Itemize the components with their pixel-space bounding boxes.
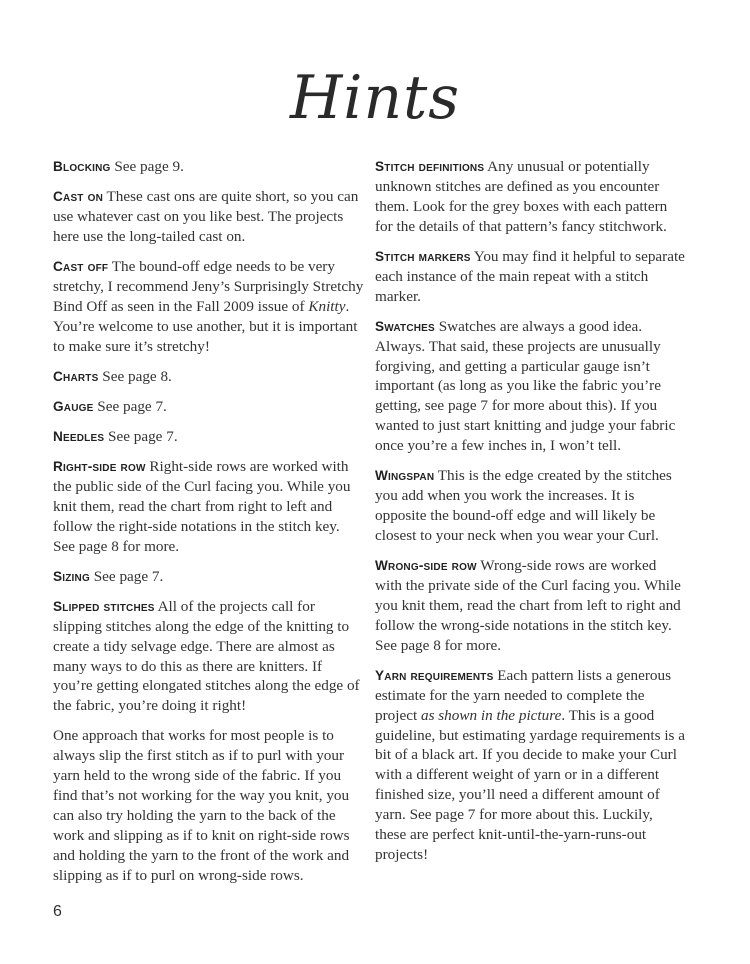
hint-term: Swatches — [375, 318, 435, 334]
hint-cast-on — [53, 187, 365, 247]
hint-text: These cast ons are quite short, so you can use whatever cast on you like best. The projects here use the long-tailed cast on. — [53, 188, 359, 245]
hint-text: This is the edge created by the stitches you add when you work the increases. It is opposite the bound-off edge and will likely be closest to your neck when you wear your Curl. — [375, 467, 672, 544]
hint-stitch-markers — [375, 247, 687, 307]
hint-stitch-definitions — [375, 157, 687, 237]
page-number: 6 — [53, 903, 62, 920]
hint-charts — [53, 367, 365, 387]
hint-right-side-row — [53, 457, 365, 557]
hint-text: See page 9. — [110, 158, 184, 175]
hint-term: Cast off — [53, 259, 109, 274]
hint-approach-paragraph: One approach that works for most people is to always slip the first stitch as if to purl with your yarn held to the wrong side of the fabric. If you find that’s not working for the way you knit, you can also try holding the yarn to the back of the work and slipping as if to knit on right-side rows and holding the yarn to the front of the work and slipping as if to purl on wrong-side rows. — [53, 727, 350, 884]
hint-term: Slipped stitches — [53, 598, 155, 614]
hint-wrong-side-row — [375, 556, 687, 656]
left-column — [53, 157, 365, 896]
hint-gauge — [53, 397, 365, 417]
hint-text: Swatches are always a good idea. Always. That said, these projects are unusually forgiving, and getting a particular gauge isn’t important (as long as you like the fabric you’re getting, see page 7 for more about this). If you wanted to just start knitting and judge your fabric once you’re a few inches in, I won’t tell. — [375, 317, 676, 455]
hint-term: Cast on — [53, 189, 103, 205]
hint-needles — [53, 427, 365, 447]
hint-term: Right-side row — [53, 459, 146, 474]
hint-text: The bound-off edge needs to be very stretchy, I recommend Jeny’s Surprisingly Stretchy Bind Off as seen in the Fall 2009 issue of — [53, 258, 364, 315]
hint-cast-off — [53, 257, 365, 357]
magazine-title: Knitty — [308, 297, 346, 315]
hint-text: All of the projects call for slipping stitches along the edge of the knitting to create a tidy selvage edge. There are almost as many ways to do this as there are knitters. If you’re getting elongated stitches along the edge of the fabric, you’re doing it right! — [53, 597, 360, 715]
hint-wingspan — [375, 466, 687, 546]
hint-term: Needles — [53, 428, 105, 444]
hint-text: See page 8. — [98, 367, 172, 385]
hint-text: See page 7. — [93, 397, 167, 415]
hint-term: Stitch markers — [375, 248, 471, 264]
hint-text: See page 7. — [104, 427, 178, 445]
hint-text: . This is a good guideline, but estimating yardage requirements is a bit of a black art. If you decide to make your Curl with a different weight of yarn or in a different finished size, you’ll need a different amount of yarn. See page 7 for more about this. Luckily, these are perfect knit-until-the-yarn-runs-out projects! — [375, 706, 685, 863]
hint-term: Wingspan — [375, 468, 435, 484]
hint-slipped-stitches — [53, 597, 365, 716]
hint-text: Wrong-side rows are worked with the private side of the Curl facing you. While you knit them, read the chart from left to right and follow the wrong-side notations in the stitch key. See page 8 for more. — [375, 557, 681, 654]
hint-term: Sizing — [53, 568, 90, 584]
hint-text: Any unusual or potentially unknown stitches are defined as you encounter them. Look for the grey boxes with each pattern for the details of that pattern’s fancy stitchwork. — [375, 158, 668, 235]
hint-text: Each pattern lists a generous estimate for the yarn needed to complete the project — [375, 666, 672, 724]
emphasis-text: as shown in the picture — [420, 706, 562, 724]
hint-text: See page 7. — [89, 567, 164, 585]
right-column — [375, 157, 687, 875]
hint-text: . You’re welcome to use another, but it is important to make sure it’s stretchy! — [53, 297, 358, 355]
hint-term: Gauge — [53, 398, 94, 414]
hint-swatches — [375, 317, 687, 456]
hint-term: Charts — [53, 368, 99, 384]
hint-term: Blocking — [53, 159, 111, 174]
hint-term: Yarn requirements — [375, 667, 494, 683]
hint-sizing — [53, 567, 365, 587]
hint-blocking — [53, 157, 365, 177]
hint-term: Wrong-side row — [375, 558, 477, 574]
hint-yarn-requirements — [375, 666, 687, 865]
hint-text: Right-side rows are worked with the public side of the Curl facing you. While you knit them, read the chart from right to left and follow the right-side notations in the stitch key. See page 8 for more. — [53, 458, 351, 555]
hint-text: You may find it helpful to separate each instance of the main repeat with a stitch marker. — [375, 247, 685, 305]
page-title: Hints — [289, 63, 461, 133]
hint-term: Stitch definitions — [375, 159, 485, 174]
